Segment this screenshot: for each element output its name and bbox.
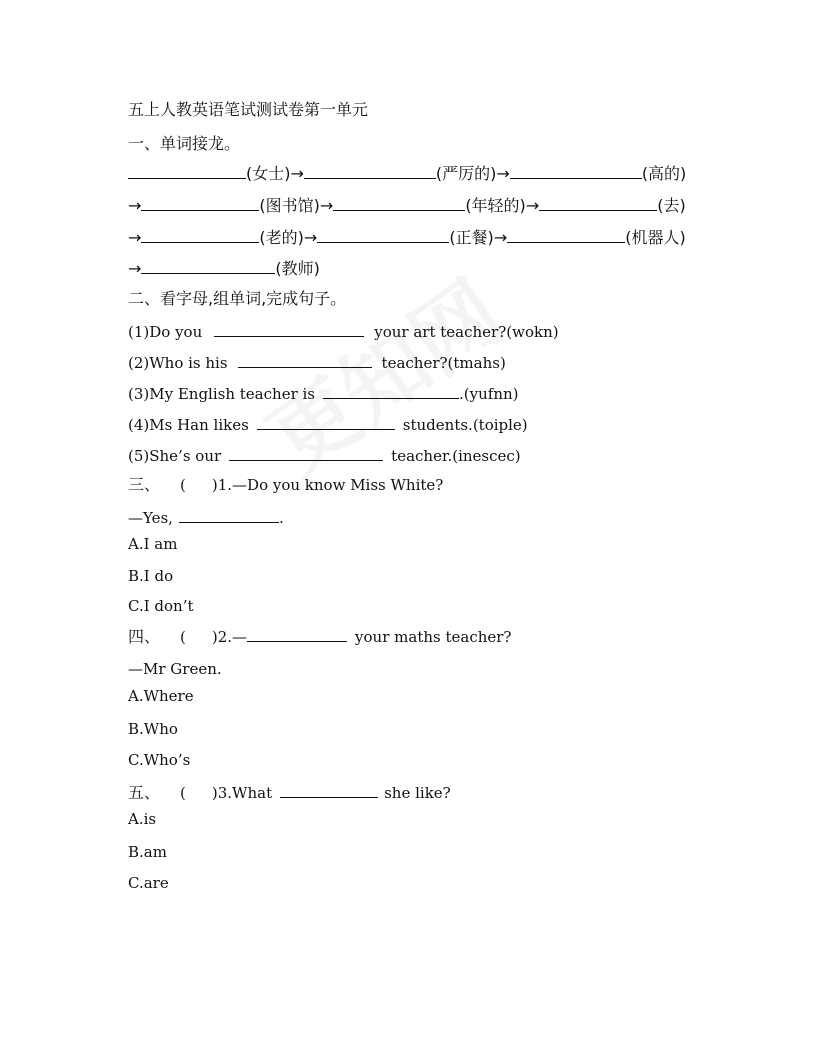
arrow: →: [493, 228, 508, 247]
answer-blank[interactable]: [238, 353, 372, 368]
sentence-item-5: [128, 446, 521, 464]
answer-blank[interactable]: [280, 783, 378, 798]
answer-blank[interactable]: [141, 196, 259, 211]
option-c: C.I don’t: [128, 597, 194, 615]
answer-text: .: [278, 509, 284, 527]
question-text: she like?: [384, 784, 451, 802]
option-b: B.I do: [128, 567, 174, 585]
arrow: →: [128, 259, 142, 278]
answer-paren-open: (: [180, 628, 186, 646]
sentence-item-1: [128, 322, 559, 340]
section5-question: [128, 783, 451, 801]
section3-label: 三、: [128, 475, 161, 494]
item-text: your art teacher?(wokn): [374, 323, 559, 341]
answer-blank[interactable]: [317, 228, 449, 243]
arrow: →: [290, 164, 304, 183]
section5-label: 五、: [128, 783, 161, 802]
option-b: B.am: [128, 843, 167, 861]
answer-blank[interactable]: [128, 164, 246, 179]
answer-blank[interactable]: [229, 446, 383, 461]
option-a: A.is: [128, 810, 157, 828]
answer-blank[interactable]: [247, 627, 347, 642]
option-b: B.Who: [128, 720, 178, 738]
option-c: C.Who’s: [128, 751, 191, 769]
section3-question: [128, 477, 443, 493]
answer-paren-close: ): [211, 476, 218, 494]
sentence-item-3: [128, 384, 519, 402]
answer-paren-open: (: [180, 476, 186, 494]
item-text: teacher.(inescec): [391, 447, 521, 465]
answer-text: —Yes,: [128, 509, 173, 527]
answer-blank[interactable]: [257, 415, 395, 430]
arrow: →: [496, 164, 510, 183]
hint: (去): [657, 196, 686, 215]
answer-blank[interactable]: [214, 322, 364, 337]
chain-row-1: [128, 164, 686, 182]
answer-blank[interactable]: [323, 384, 459, 399]
arrow: →: [128, 196, 142, 215]
arrow: →: [303, 228, 318, 247]
section1-heading: 一、单词接龙。: [128, 134, 241, 153]
chain-row-4: [128, 259, 320, 277]
item-text: teacher?(tmahs): [381, 354, 506, 372]
hint: (图书馆): [259, 196, 320, 215]
answer-paren-close: ): [211, 784, 218, 802]
answer-paren-open: (: [180, 784, 186, 802]
sentence-item-2: [128, 353, 506, 371]
arrow: →: [525, 196, 540, 215]
answer-paren-close: ): [211, 628, 218, 646]
hint: (高的): [641, 164, 687, 183]
page-title: 五上人教英语笔试测试卷第一单元: [128, 100, 369, 119]
answer-blank[interactable]: [304, 164, 436, 179]
answer-blank[interactable]: [507, 228, 625, 243]
answer-blank[interactable]: [539, 196, 657, 211]
hint: (女士): [246, 164, 291, 183]
option-a: A.I am: [128, 535, 178, 553]
hint: (严厉的): [435, 164, 497, 183]
answer-blank[interactable]: [141, 228, 259, 243]
arrow: →: [128, 228, 142, 247]
sentence-item-4: [128, 415, 528, 433]
section2-heading: 二、看字母,组单词,完成句子。: [128, 289, 347, 308]
option-c: C.are: [128, 874, 169, 892]
hint: (正餐): [449, 228, 494, 247]
answer-blank[interactable]: [179, 508, 279, 523]
answer-blank[interactable]: [141, 259, 275, 274]
item-text: (2)Who is his: [128, 354, 228, 372]
answer-blank[interactable]: [510, 164, 642, 179]
hint: (老的): [259, 228, 304, 247]
item-text: students.(toiple): [402, 416, 528, 434]
question-text: 2.—: [217, 628, 248, 646]
chain-row-2: [128, 196, 686, 214]
hint: (机器人): [625, 228, 686, 247]
question-text: your maths teacher?: [355, 628, 512, 646]
chain-row-3: [128, 228, 686, 246]
arrow: →: [319, 196, 334, 215]
item-text: (5)She’s our: [128, 447, 222, 465]
hint: (教师): [275, 259, 320, 278]
item-text: (1)Do you: [128, 323, 203, 341]
item-text: (3)My English teacher is: [128, 385, 316, 403]
option-a: A.Where: [128, 687, 194, 705]
item-text: .(yufnn): [459, 385, 519, 403]
answer-blank[interactable]: [333, 196, 465, 211]
section4-question: [128, 627, 511, 645]
item-text: (4)Ms Han likes: [128, 416, 249, 434]
section3-answer: [128, 508, 284, 526]
question-text: 3.What: [217, 784, 273, 802]
question-text: 1.—Do you know Miss White?: [217, 476, 444, 494]
section4-label: 四、: [128, 627, 161, 646]
section4-answer: —Mr Green.: [128, 660, 222, 678]
hint: (年轻的): [465, 196, 526, 215]
